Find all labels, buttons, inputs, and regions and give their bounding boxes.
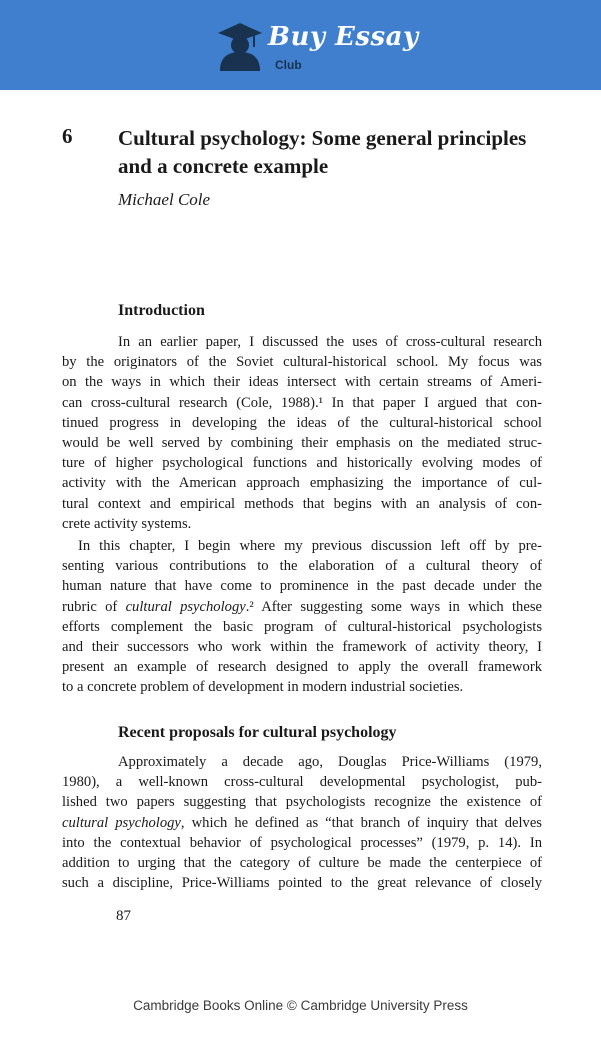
text-line: senting various contributions to the elaboration of a cultural theory of [62,558,542,575]
text-line: lished two papers suggesting that psychologists recognize the existence of [62,794,542,811]
text-line: efforts complement the basic program of cultural-historical psychologists [62,618,542,635]
page-number: 87 [116,908,131,924]
header-banner [0,0,601,90]
text-line: present an example of research designed to apply the overall framework [62,659,542,676]
text-line: can cross-cultural research (Cole, 1988).¹ In that paper I argued that con- [62,394,542,411]
text-line: by the originators of the Soviet cultural-historical school. My focus was [62,354,542,371]
paragraph [62,752,542,893]
section-heading-introduction: Introduction [118,302,205,319]
text-line: tural context and empirical methods that begins with an analysis of con- [62,495,542,512]
text-line: into the contextual behavior of psychological processes” (1979, p. 14). In [62,834,542,851]
text-line: crete activity systems. [62,515,192,532]
chapter-author: Michael Cole [118,190,211,209]
text-line: 1980), a well-known cross-cultural developmental psychologist, pub- [62,774,542,791]
text-line: addition to urging that the category of culture be made the centerpiece of [62,854,542,871]
text-line: activity with the American approach emphasizing the importance of cul- [62,475,542,492]
logo-subtitle: Club [275,58,302,72]
graduate-icon [214,19,266,71]
text-line: and their successors who work within the framework of activity theory, I [62,638,542,655]
text-line: such a discipline, Price-Williams pointed to the great relevance of closely [62,875,542,892]
footer-credit: Cambridge Books Online © Cambridge University Press [133,998,468,1013]
chapter-number: 6 [62,124,73,148]
text-line: on the ways in which their ideas intersect with certain streams of Ameri- [62,374,542,391]
text-line: rubric of cultural psychology.² After suggesting some ways in which these [62,598,542,615]
logo-title[interactable]: Buy Essay [268,22,419,52]
text-line: In this chapter, I begin where my previous discussion left off by pre- [78,538,542,554]
text-line: In an earlier paper, I discussed the uses of cross-cultural research [118,334,542,350]
text-line: to a concrete problem of development in modern industrial societies. [62,679,464,696]
paragraph [62,332,542,534]
text-line: cultural psychology, which he defined as “that branch of inquiry that delves [62,814,542,831]
section-heading-recent-proposals: Recent proposals for cultural psychology [118,724,397,741]
text-line: Approximately a decade ago, Douglas Price-Williams (1979, [118,754,542,770]
text-line: tinued progress in developing the ideas of the cultural-historical school [62,414,542,431]
text-line: ture of higher psychological functions and historically evolving modes of [62,455,542,472]
paragraph [62,536,542,698]
chapter-title: Cultural psychology: Some general principles and a concrete example [118,126,527,178]
text-line: would be well served by combining their emphasis on the mediated struc- [62,434,542,451]
text-line: human nature that have come to prominence in the past decade under the [62,578,542,595]
